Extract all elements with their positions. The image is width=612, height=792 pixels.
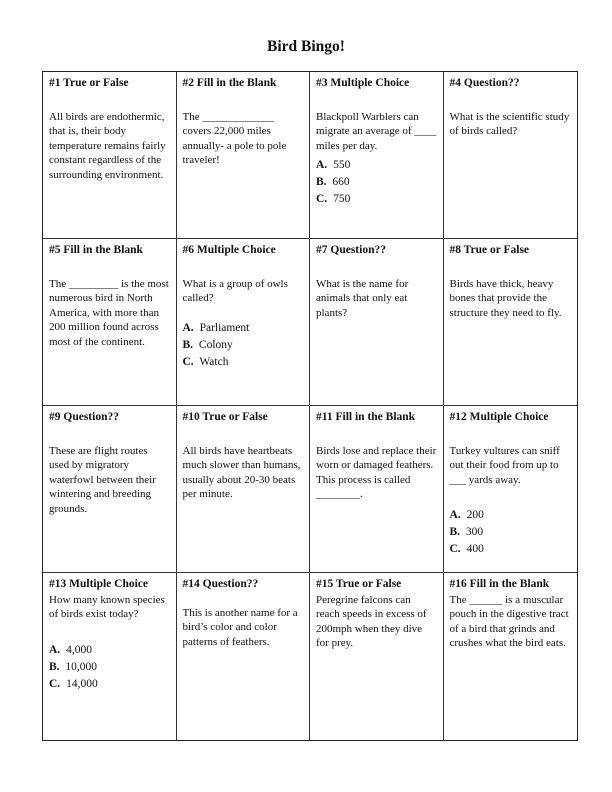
choice-b: B. Colony <box>182 338 233 351</box>
bingo-cell-13 <box>43 573 177 740</box>
bingo-cell-9 <box>43 406 177 573</box>
cell-header: #5 Fill in the Blank <box>49 244 143 256</box>
cell-text: What is the scientific study of birds called? <box>449 110 570 138</box>
bingo-cell-15 <box>310 573 444 740</box>
bingo-cell-11 <box>310 406 444 573</box>
choice-b: B. 10,000 <box>49 660 98 673</box>
choice-list <box>316 157 437 208</box>
choice-list <box>450 507 572 558</box>
cell-header: #11 Fill in the Blank <box>316 411 416 423</box>
choice-b: B. 660 <box>316 176 350 189</box>
cell-text: Turkey vultures can sniff out their food from up to ___ yards away. <box>449 444 560 486</box>
bingo-cell-14 <box>177 573 311 740</box>
cell-header: #13 Multiple Choice <box>49 578 149 590</box>
bingo-cell-4 <box>444 72 578 239</box>
bingo-cell-7 <box>310 239 444 406</box>
bingo-cell-10 <box>177 406 311 573</box>
bingo-cell-2 <box>177 72 311 239</box>
bingo-cell-5 <box>43 239 177 406</box>
cell-text: This is another name for a bird’s color and color patterns of feathers. <box>182 606 298 648</box>
cell-header: #6 Multiple Choice <box>182 244 276 256</box>
cell-header: #8 True or False <box>449 244 530 256</box>
cell-header: #12 Multiple Choice <box>449 411 549 423</box>
choice-c: C. 14,000 <box>49 677 98 690</box>
page-title: Bird Bingo! <box>267 38 345 55</box>
choice-c: C. Watch <box>182 355 229 368</box>
cell-text: The _____________ covers 22,000 miles annually- a pole to pole traveler! <box>182 110 287 167</box>
cell-header: #3 Multiple Choice <box>316 77 410 89</box>
cell-header: #1 True or False <box>49 77 129 89</box>
choice-list <box>49 642 170 693</box>
bingo-cell-8 <box>444 239 578 406</box>
cell-text: All birds have heartbeats much slower than humans, usually about 20-30 beats per minute. <box>182 444 301 501</box>
cell-text: How many known species of birds exist today? <box>49 593 165 621</box>
cell-text: All birds are endothermic, that is, their body temperature remains fairly constant regardless of the surrounding environment. <box>49 110 166 181</box>
choice-list <box>183 320 304 371</box>
choice-c: C. 750 <box>316 193 351 206</box>
cell-text: Peregrine falcons can reach speeds in excess of 200mph when they dive for prey. <box>316 593 427 650</box>
choice-a: A. Parliament <box>182 321 250 334</box>
cell-text: What is the name for animals that only eat plants? <box>316 277 409 319</box>
cell-header: #4 Question?? <box>449 77 520 89</box>
bingo-grid <box>42 71 578 741</box>
choice-a: A. 200 <box>449 509 484 522</box>
bingo-cell-1 <box>43 72 177 239</box>
choice-c: C. 400 <box>449 543 484 556</box>
cell-text: These are flight routes used by migratory waterfowl between their wintering and breeding grounds. <box>49 444 156 515</box>
cell-header: #10 True or False <box>182 411 268 423</box>
cell-text: Birds have thick, heavy bones that provide the structure they need to fly. <box>449 277 562 319</box>
cell-header: #7 Question?? <box>316 244 386 256</box>
cell-text: Blackpoll Warblers can migrate an average of ____ miles per day. <box>316 110 437 152</box>
bingo-cell-3 <box>310 72 444 239</box>
cell-header: #9 Question?? <box>49 411 119 423</box>
cell-text: Birds lose and replace their worn or damaged feathers. This process is called ________. <box>316 444 437 501</box>
choice-a: A. 550 <box>316 159 351 172</box>
bingo-cell-6 <box>177 239 311 406</box>
cell-text: What is a group of owls called? <box>182 277 288 305</box>
bingo-cell-12 <box>444 406 578 573</box>
cell-header: #15 True or False <box>316 578 402 590</box>
cell-text: The ______ is a muscular pouch in the digestive tract of a bird that grinds and crushes what the bird eats. <box>449 593 569 650</box>
bingo-cell-16 <box>444 573 578 740</box>
cell-header: #16 Fill in the Blank <box>449 578 550 590</box>
choice-a: A. 4,000 <box>49 643 92 656</box>
cell-header: #14 Question?? <box>182 578 259 590</box>
cell-text: The _________ is the most numerous bird in North America, with more than 200 million found across most of the continent. <box>49 277 169 348</box>
cell-header: #2 Fill in the Blank <box>182 77 277 89</box>
choice-b: B. 300 <box>449 526 484 539</box>
